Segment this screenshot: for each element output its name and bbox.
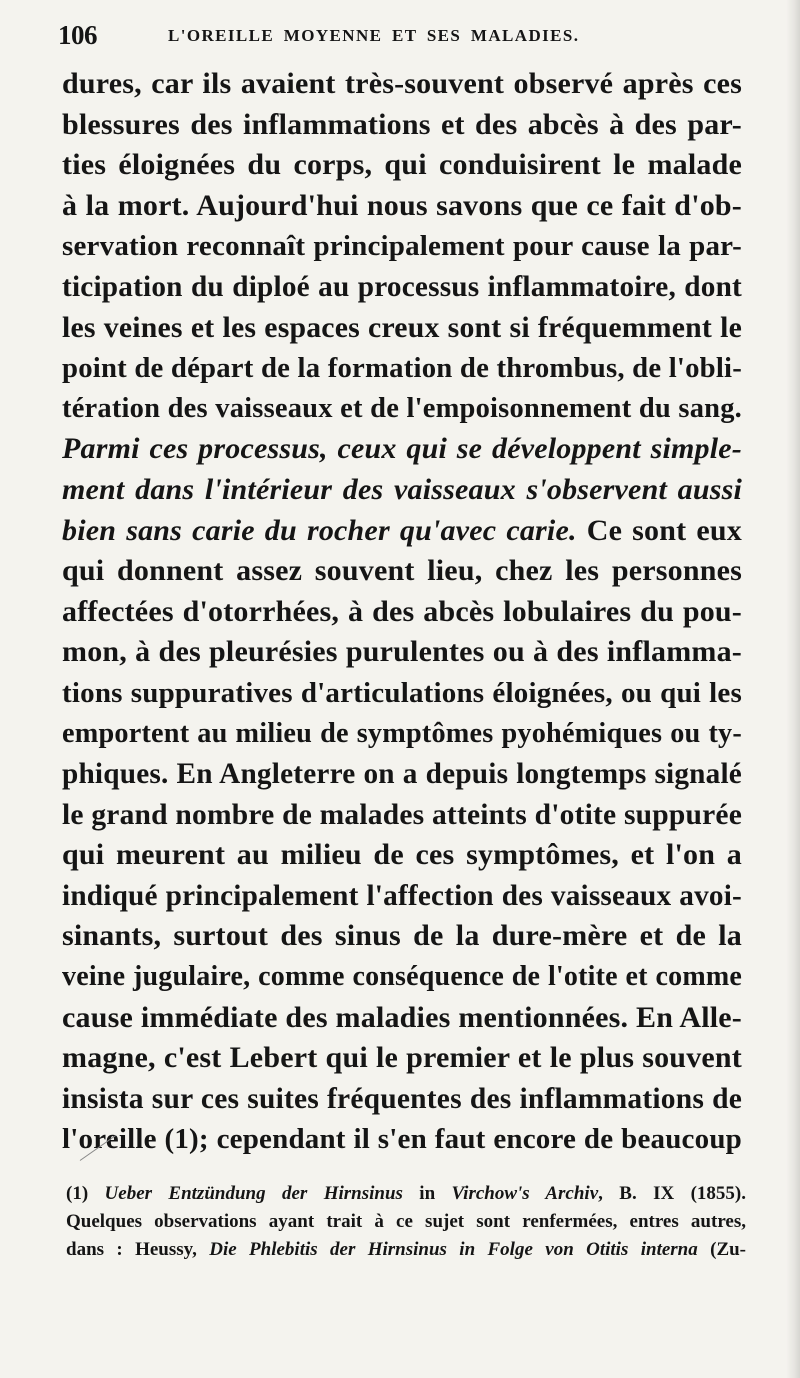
text-run: Quelques observations ayant trait à ce sujet sont renfermées, entres autres, — [66, 1211, 746, 1232]
text-line — [62, 1038, 742, 1079]
text-run: (Zu- — [697, 1239, 747, 1260]
page-edge-shadow — [786, 0, 800, 1378]
text-run: dans : Heussy, — [66, 1239, 210, 1260]
text-run: tions suppuratives d'articulations éloignées, ou qui les — [62, 676, 742, 709]
footnotes — [66, 1180, 746, 1264]
text-line — [62, 551, 742, 592]
text-line — [62, 1079, 742, 1120]
footnote-line — [66, 1180, 746, 1208]
text-run: phiques. En Angleterre on a depuis longtemps signalé — [62, 758, 742, 791]
text-run: veine jugulaire, comme conséquence de l'otite et comme — [62, 961, 742, 993]
text-run: (1) — [66, 1183, 105, 1204]
text-run: Parmi ces processus, ceux qui se développent simple- — [62, 432, 742, 466]
text-run: sinants, surtout des sinus de la dure-mère et de la — [62, 919, 742, 953]
text-run: à la mort. Aujourd'hui nous savons que ce fait d'ob- — [62, 188, 742, 222]
text-run: Virchow's Archiv — [451, 1183, 599, 1204]
text-line — [62, 267, 742, 308]
text-run: , B. IX (1855). — [598, 1183, 747, 1204]
text-line — [62, 754, 742, 795]
running-head: L'OREILLE MOYENNE ET SES MALADIES. — [168, 26, 580, 45]
text-run: Ce sont eux — [576, 513, 743, 547]
text-line — [62, 64, 742, 105]
text-line — [62, 145, 742, 186]
text-run: ticipation du diploé au processus inflammatoire, dont — [62, 270, 742, 303]
text-run: servation reconnaît principalement pour cause la par- — [62, 230, 742, 263]
text-run: les veines et les espaces creux sont si fréquemment le — [62, 310, 742, 344]
text-run: Die Phlebitis der Hirnsinus in Folge von Otitis interna — [209, 1239, 698, 1260]
text-run: qui meurent au milieu de ces symptômes, et l'on a — [62, 838, 742, 872]
text-run: le grand nombre de malades atteints d'otite suppurée — [62, 798, 742, 831]
footnote-line — [66, 1236, 746, 1264]
text-run: tération des vaisseaux et de l'empoisonnement du sang. — [62, 392, 742, 424]
text-line — [62, 429, 742, 470]
text-line — [62, 105, 742, 146]
text-line — [62, 998, 742, 1039]
text-line — [62, 632, 742, 673]
text-line — [62, 714, 742, 755]
text-run: Ueber Entzündung der Hirnsinus — [104, 1183, 403, 1204]
text-line — [62, 308, 742, 349]
text-run: in — [402, 1183, 452, 1204]
text-line — [62, 916, 742, 957]
text-run: bien sans carie du rocher qu'avec carie. — [62, 513, 577, 547]
text-run: insista sur ces suites fréquentes des inflammations de — [62, 1082, 742, 1115]
text-run: emportent au milieu de symptômes pyohémiques ou ty- — [62, 717, 742, 749]
text-line — [62, 186, 742, 227]
text-run: qui donnent assez souvent lieu, chez les personnes — [62, 554, 742, 588]
text-run: indiqué principalement l'affection des vaisseaux avoi- — [62, 879, 742, 912]
body-text — [62, 64, 742, 1160]
text-line — [62, 226, 742, 267]
text-line — [62, 795, 742, 836]
text-run: affectées d'otorrhées, à des abcès lobulaires du pou- — [62, 594, 742, 628]
text-line — [62, 673, 742, 714]
text-line — [62, 876, 742, 917]
text-line — [62, 835, 742, 876]
text-run: ties éloignées du corps, qui conduisirent le malade — [62, 148, 742, 182]
text-run: cause immédiate des maladies mentionnées. En Alle- — [62, 1000, 742, 1034]
footnote-line — [66, 1208, 746, 1236]
text-line — [62, 348, 742, 389]
text-line — [62, 957, 742, 998]
text-run: mon, à des pleurésies purulentes ou à des inflamma- — [62, 635, 742, 669]
text-line — [62, 470, 742, 511]
text-run: point de départ de la formation de thrombus, de l'obli- — [62, 352, 742, 385]
page-number: 106 — [58, 20, 97, 50]
text-line — [62, 592, 742, 633]
text-line — [62, 1119, 742, 1160]
text-run: magne, c'est Lebert qui le premier et le plus souvent — [62, 1041, 742, 1075]
text-run: dures, car ils avaient très-souvent observé après ces — [62, 67, 742, 100]
page-header — [58, 20, 748, 56]
text-run: blessures des inflammations et des abcès à des par- — [62, 107, 742, 141]
text-line — [62, 511, 742, 552]
text-line — [62, 389, 742, 430]
text-run: ment dans l'intérieur des vaisseaux s'observent aussi — [62, 472, 742, 506]
text-run: l'oreille (1); cependant il s'en faut encore de beaucoup — [62, 1123, 742, 1156]
